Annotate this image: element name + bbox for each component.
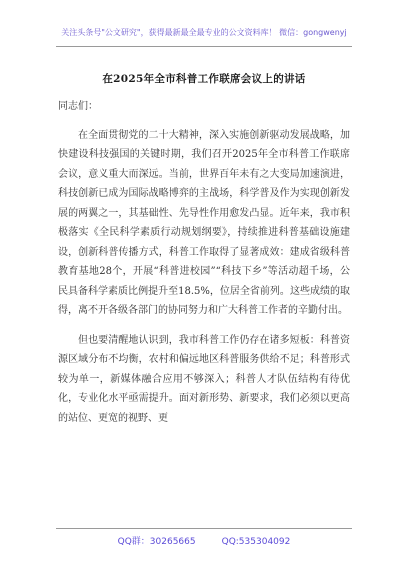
footer-divider xyxy=(56,528,352,529)
paragraph: 但也要清醒地认识到，我市科普工作仍存在诸多短板：科普资源区域分布不均衡，农村和偏远地区科普服务供给不足；科普形式较为单一，新媒体融合应用不够深入；科普人才队伍结构有待优化，专业化水平亟需提升。面对新形势、新要求，我们必须以更高的站位、更宽的视野、更 xyxy=(58,334,350,424)
footer xyxy=(0,534,408,547)
footer-qq-contact: QQ:535304092 xyxy=(221,537,291,547)
salutation: 同志们： xyxy=(58,101,98,112)
header-divider xyxy=(56,46,352,47)
document-title: 在2025年全市科普工作联席会议上的讲话 xyxy=(102,73,306,85)
paragraph: 在全面贯彻党的二十大精神，深入实施创新驱动发展战略，加快建设科技强国的关键时期，我们召开2025年全市科普工作联席会议，意义重大而深远。当前，世界百年未有之大变局加速演进，科技创新已成为国际战略博弈的主战场，科学普及作为实现创新发展的两翼之一，其基础性、先导性作用愈发凸显。近年来，我市积极落实《全民科学素质行动规划纲要》，持续推进科普基础设施建设，创新科普传播方式，科普工作取得了显著成效：建成省级科普教育基地28个，开展“科普进校园”“科技下乡”等活动超千场，公民具备科学素质比例提升至18.5%，位居全省前列。这些成绩的取得，离不开各级各部门的协同努力和广大科普工作者的辛勤付出。 xyxy=(58,129,350,316)
footer-qq-group: QQ群：30265665 xyxy=(117,537,196,547)
header-note: 关注头条号"公文研究"，获得最新最全最专业的公文资料库！ 微信：gongwenyj xyxy=(61,28,347,37)
document-body xyxy=(58,97,350,428)
